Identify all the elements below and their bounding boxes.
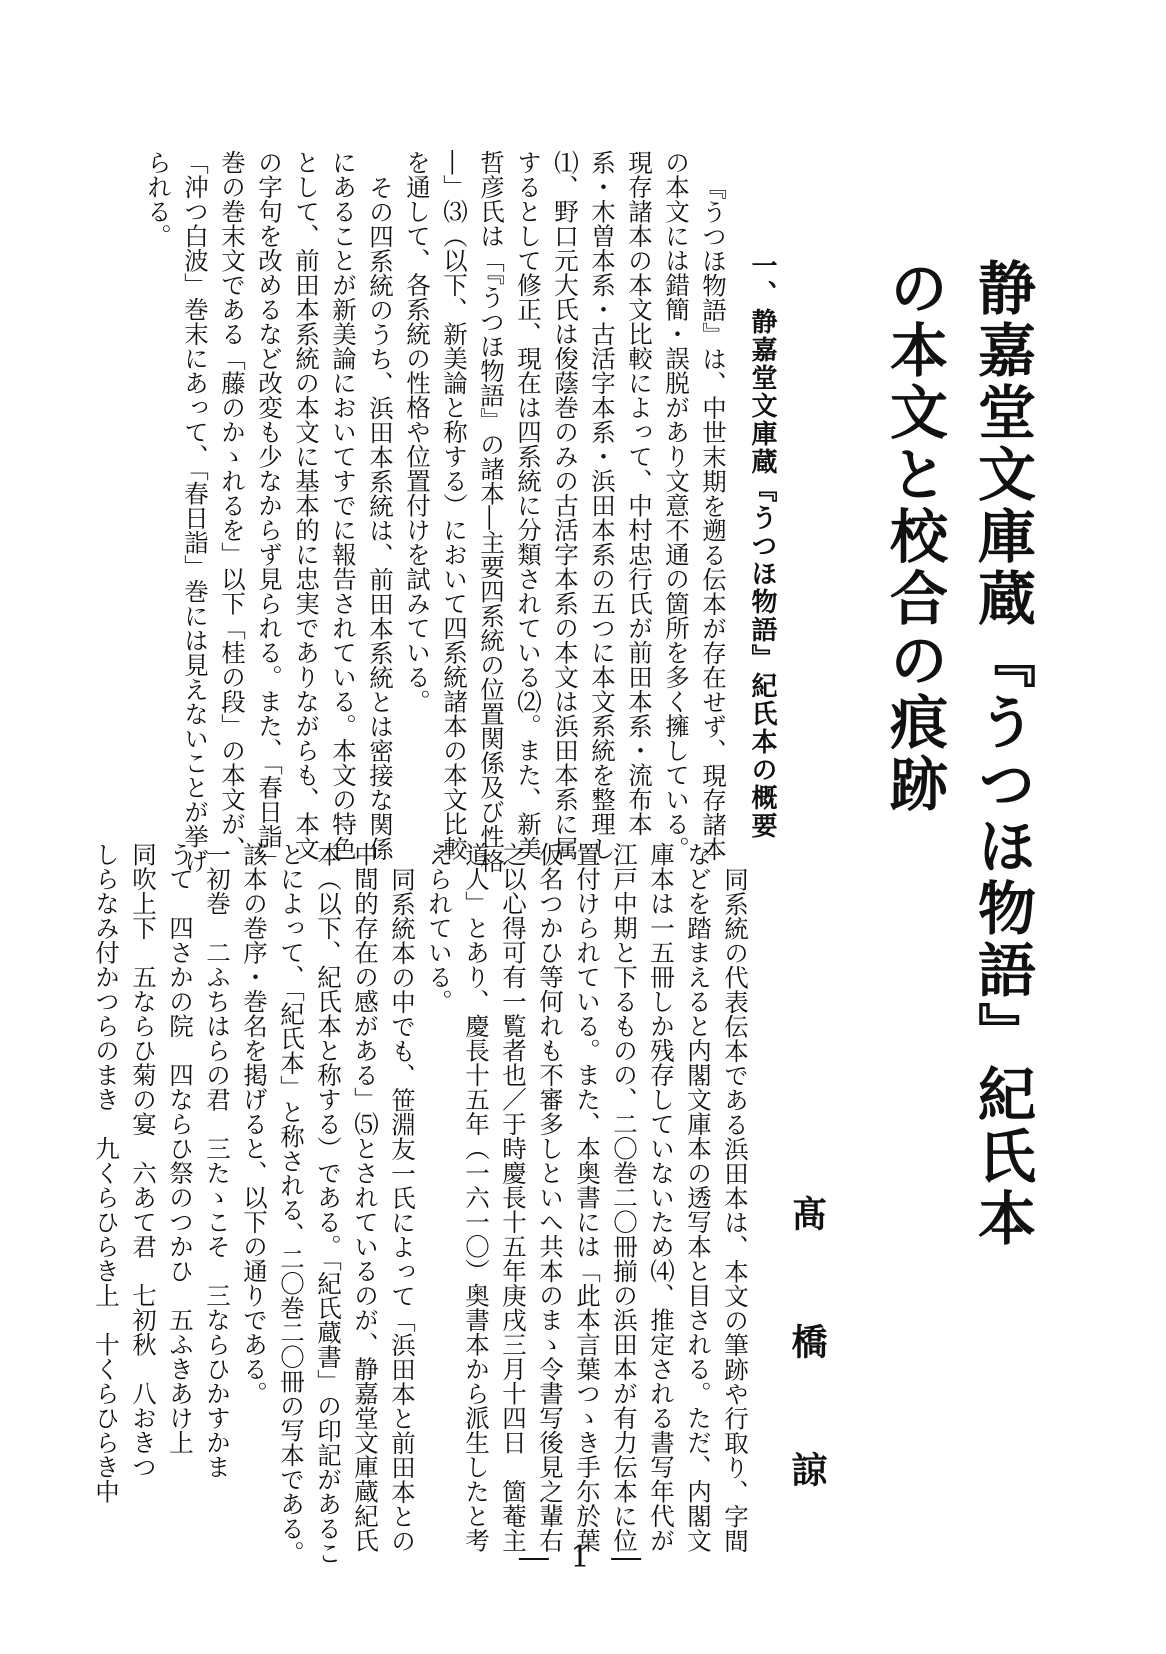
- paragraph: 同系統本の中でも、笹淵友一氏によって「浜田本と前田本との中間的存在の感がある」⑸とされているのが、静嘉堂文庫蔵紀氏本（以下、紀氏本と称する）である。「紀氏蔵書」の印記があることによって、「紀氏本」と称される、二〇巻二〇冊の写本である。該本の巻序・巻名を掲げると、以下の通りである。: [240, 842, 417, 1565]
- volume-list-line: うて 四さかの院 四ならひ祭のつかひ 五ふきあけ上: [166, 842, 195, 1455]
- volume-list-line: 同吹上下 五ならひ菊の宴 六あて君 七初秋 八おきつ: [129, 842, 158, 1479]
- paragraph: 『うつほ物語』は、中世末期を遡る伝本が存在せず、現存諸本の本文には錯簡・誤脱があり文意不通の箇所を多く擁している。現存諸本の本文比較によって、中村忠行氏が前田本系・流布本系・木曽本系・古活字本系・浜田本系の五つに本文系統を整理し⑴、野口元大氏は俊蔭巻のみの古活字本系の本文は浜田本系に属するとして修正、現在は四系統に分類されている⑵。また、新美哲彦氏は「『うつほ物語』の諸本―主要四系統の位置関係及び性格―」⑶（以下、新美論と称する）において四系統諸本の本文比較を通して、各系統の性格や位置付けを試みている。: [403, 150, 728, 873]
- section-heading: 一、静嘉堂文庫蔵『うつほ物語』紀氏本の概要: [747, 252, 777, 840]
- paragraph: 同系統の代表伝本である浜田本は、本文の筆跡や行取り、字間などを踏まえると内閣文庫本の透写本と目される。ただ、内閣文庫本は一五冊しか残存していないため⑷、推定される書写年代が江戸中期と下るものの、二〇巻二〇冊揃の浜田本が有力伝本に位置付けられている。また、本奥書には「此本言葉つゝき手尓於葉仮名つかひ等何れも不審多しといへ共本のまゝ令書写後見之輩右之以心得可有一覧者也／于時慶長十五年庚戌三月十四日 箇菴主道人」とあり、慶長十五年（一六一〇）奥書本から派生したと考えられている。: [425, 842, 750, 1553]
- body-text-lower: [88, 842, 754, 1572]
- paragraph: その四系統のうち、浜田本系統は、前田本系統とは密接な関係にあることが新美論においてすでに報告されている。本文の特色として、前田本系統の本文に基本的に忠実でありながらも、本文の字句を改めるなど改変も少なからず見られる。また、「春日詣」巻の巻末文である「藤のかゝれるを」以下「桂の段」の本文が、「沖つ白波」巻末にあって、「春日詣」巻には見えないことが挙げられる。: [144, 150, 395, 873]
- body-text-upper: [140, 150, 732, 880]
- volume-list-line: 一初巻 二ふちはらの君 三たゝこそ 三ならひかすかま: [203, 842, 232, 1479]
- article-title: 静嘉堂文庫蔵『うつほ物語』紀氏本の本文と校合の痕跡: [880, 258, 1036, 1250]
- author-name: 髙 橋 諒: [786, 1195, 828, 1515]
- page-number: ― 1 ―: [518, 1540, 648, 1575]
- volume-list-line: しらなみ付かつらのまき 九くらひらき上 十くらひらき中: [92, 842, 121, 1504]
